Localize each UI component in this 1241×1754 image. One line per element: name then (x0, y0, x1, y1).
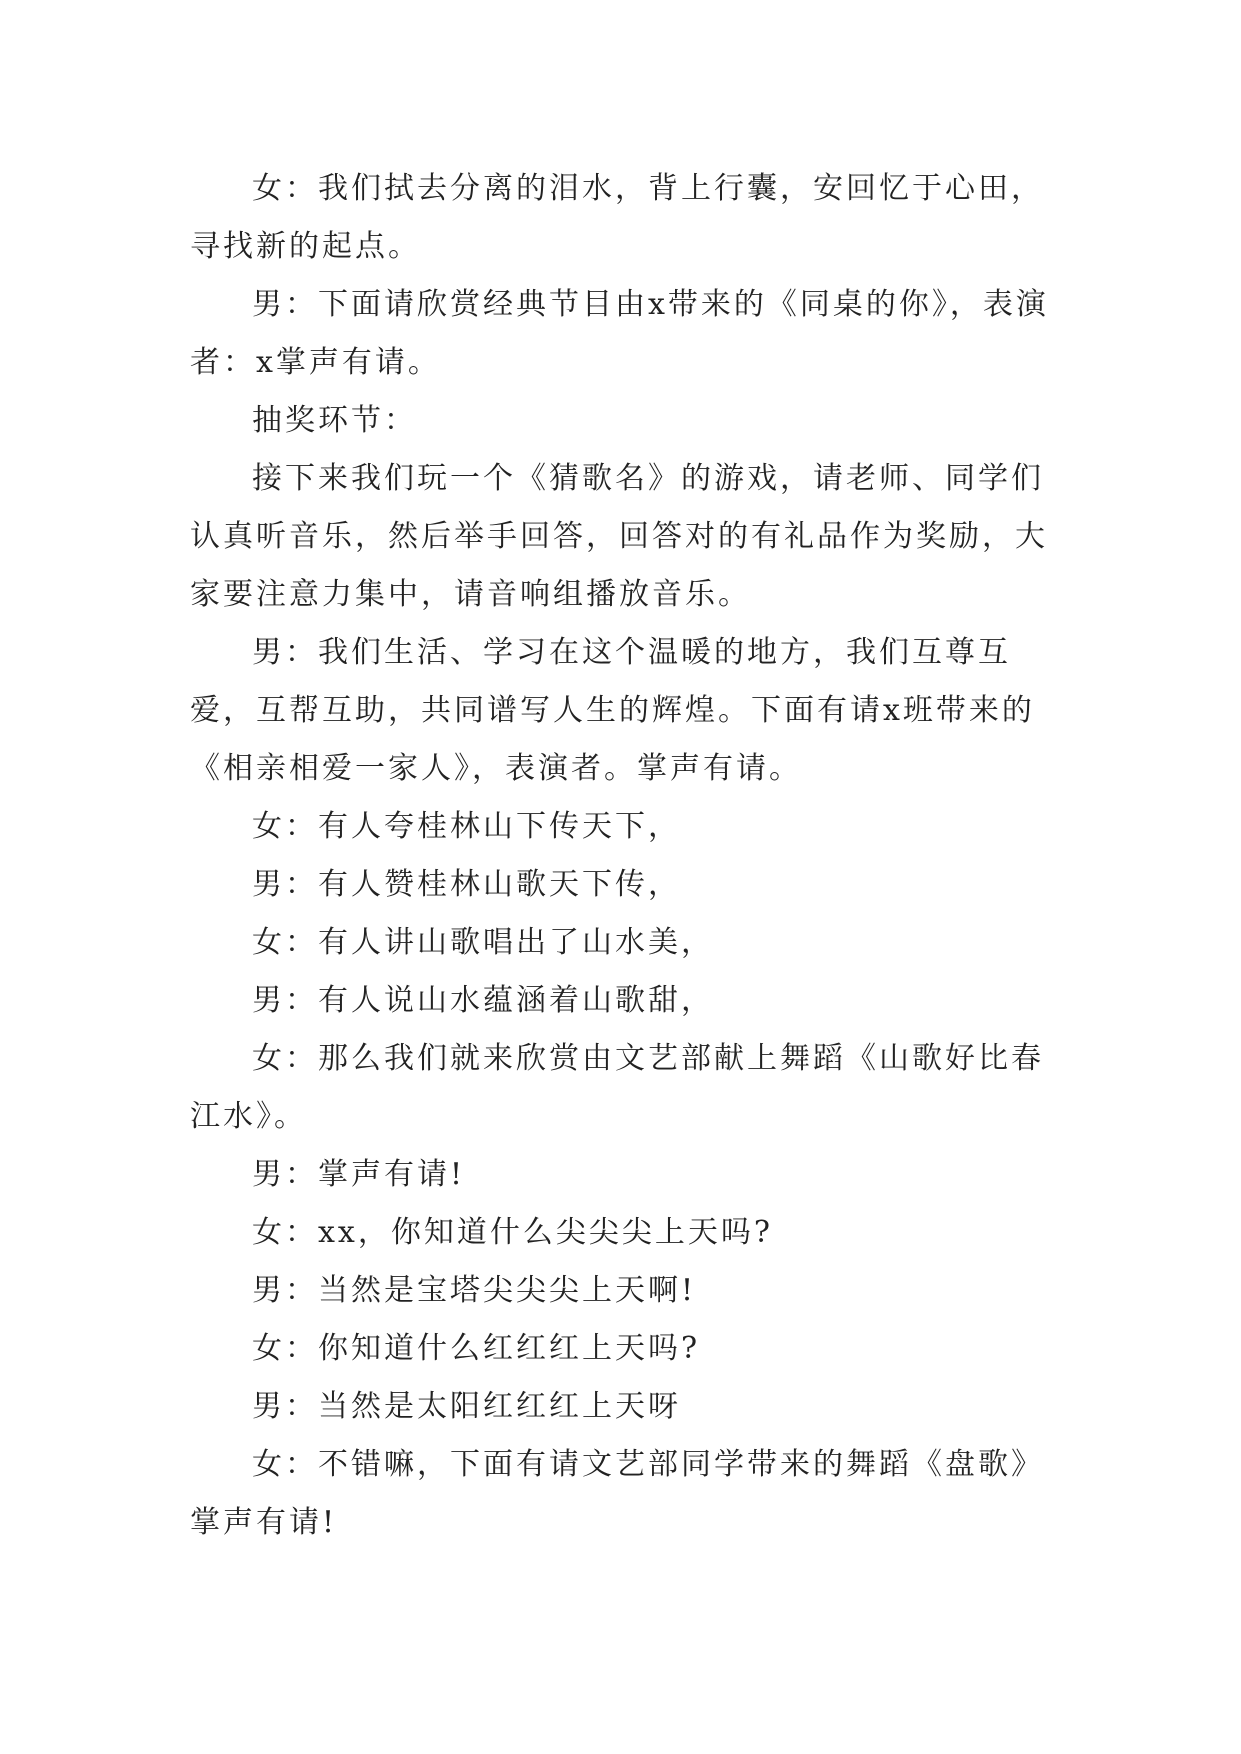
paragraph: 男：当然是宝塔尖尖尖上天啊! (252, 1273, 697, 1308)
paragraph: 男：有人赞桂林山歌天下传， (252, 867, 681, 902)
paragraph: 女：xx，你知道什么尖尖尖上天吗? (252, 1215, 773, 1250)
paragraph: 女：我们拭去分离的泪水，背上行囊，安回忆于心田，寻找新的起点。 (190, 171, 1044, 264)
paragraph: 男：有人说山水蕴涵着山歌甜， (252, 983, 714, 1018)
paragraph: 女：有人讲山歌唱出了山水美， (252, 925, 714, 960)
paragraph: 女：你知道什么红红红上天吗? (252, 1331, 701, 1366)
paragraph: 女：不错嘛，下面有请文艺部同学带来的舞蹈《盘歌》掌声有请! (190, 1447, 1044, 1540)
document-page (190, 160, 1052, 1552)
paragraph: 男：我们生活、学习在这个温暖的地方，我们互尊互爱，互帮互助，共同谱写人生的辉煌。下面有请x班带来的《相亲相爱一家人》，表演者。掌声有请。 (190, 635, 1035, 786)
paragraph: 女：有人夸桂林山下传天下， (252, 809, 681, 844)
paragraph: 男：当然是太阳红红红上天呀 (252, 1389, 681, 1424)
paragraph: 女：那么我们就来欣赏由文艺部献上舞蹈《山歌好比春江水》。 (190, 1041, 1044, 1134)
paragraph: 男：下面请欣赏经典节目由x带来的《同桌的你》，表演者：x掌声有请。 (190, 287, 1049, 380)
paragraph: 男：掌声有请! (252, 1157, 466, 1192)
paragraph: 接下来我们玩一个《猜歌名》的游戏，请老师、同学们认真听音乐，然后举手回答，回答对的有礼品作为奖励，大家要注意力集中，请音响组播放音乐。 (190, 461, 1048, 612)
paragraph: 抽奖环节： (252, 403, 417, 438)
